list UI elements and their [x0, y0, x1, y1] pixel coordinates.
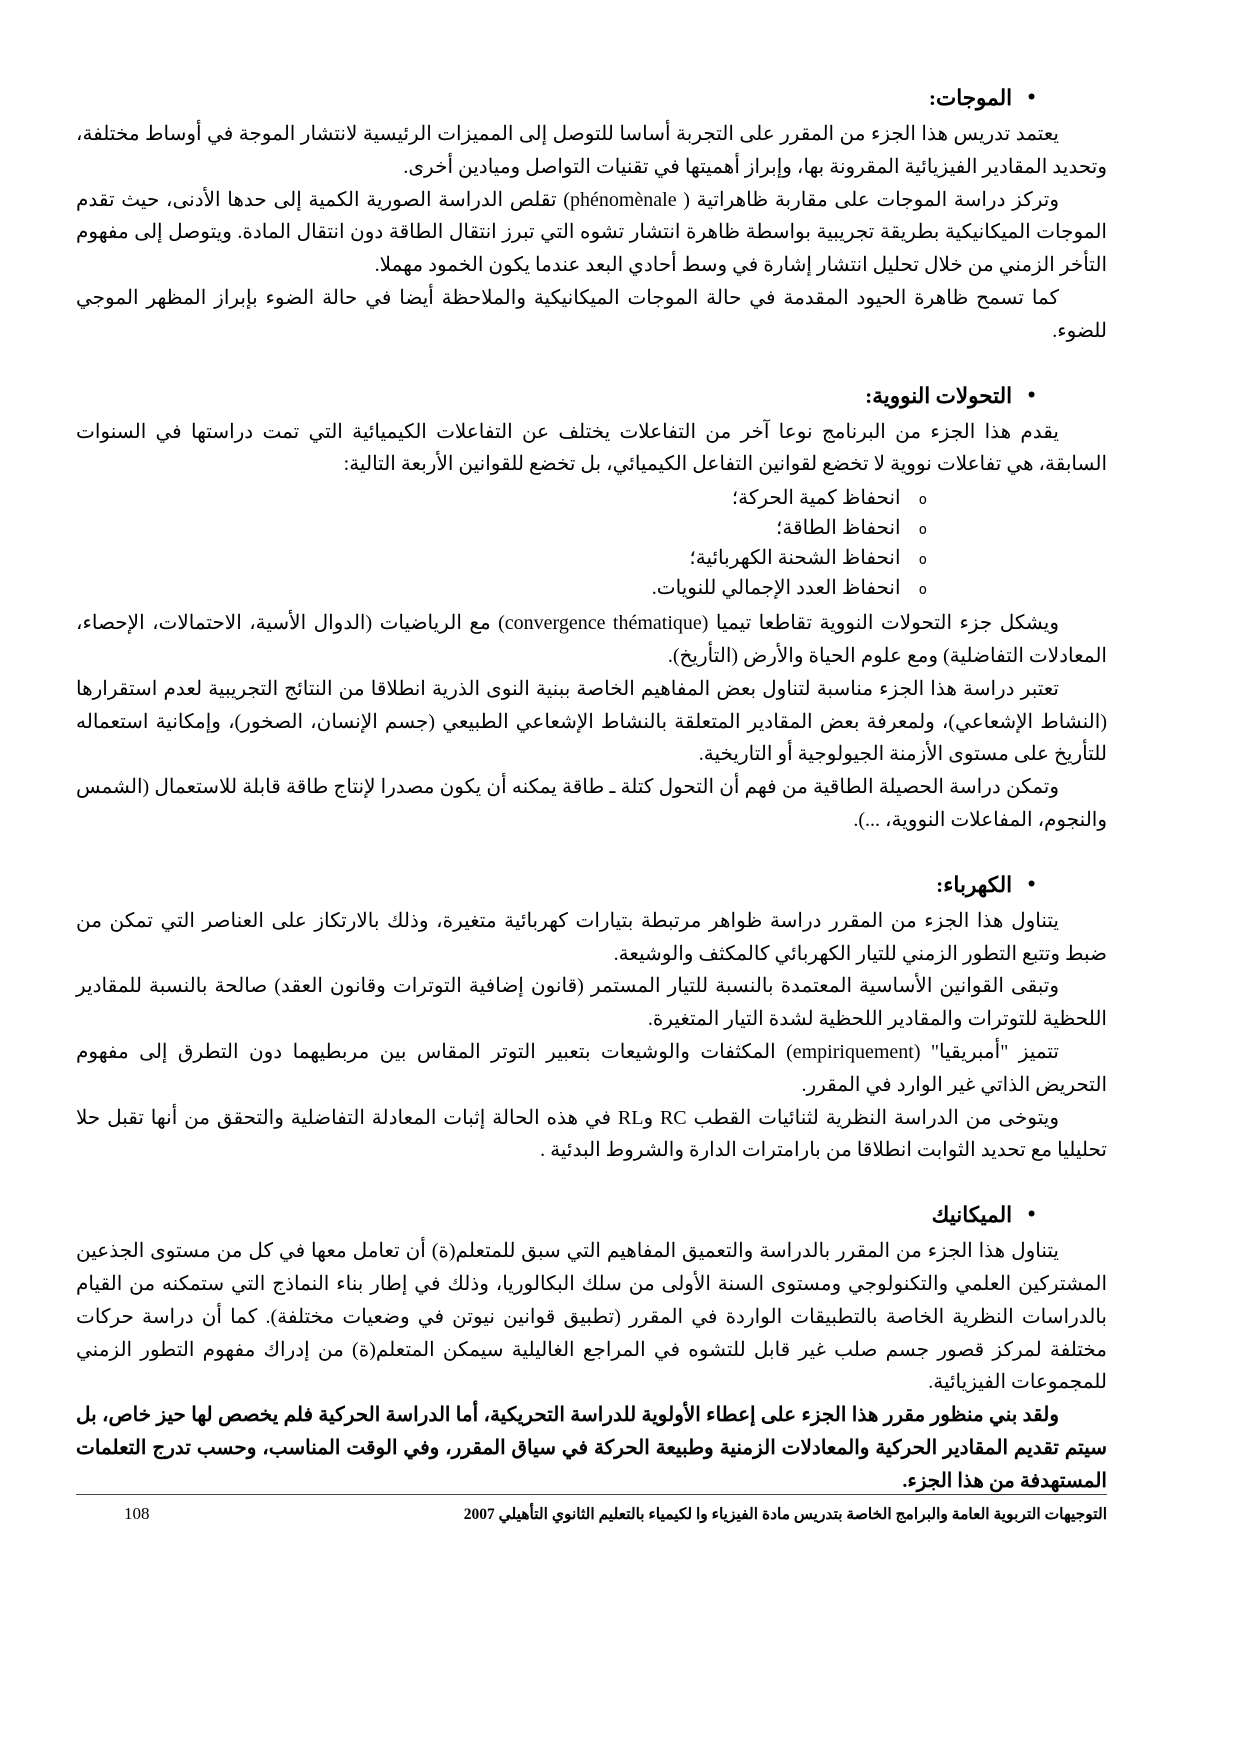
list-item	[76, 513, 927, 543]
paragraph: يقدم هذا الجزء من البرنامج نوعا آخر من التفاعلات يختلف عن التفاعلات الكيميائية التي تمت دراستها في السنوات السابقة، هي تفاعلات نووية لا تخضع لقوانين التفاعل الكيميائي، بل تخضع للقوانين الأربعة التالية:	[76, 420, 1107, 476]
list-marker-icon: o	[918, 552, 927, 569]
list-item-text: انحفاظ العدد الإجمالي للنويات.	[651, 577, 901, 600]
page-number: 108	[124, 1504, 150, 1523]
conservation-laws-list	[76, 483, 1107, 603]
paragraph: يعتمد تدريس هذا الجزء من المقرر على التجربة أساسا للتوصل إلى المميزات الرئيسية لانتشار الموجة في أوساط مختلفة، وتحديد المقادير الفيزيائية المقرونة بها، وإبراز أهميتها في تقنيات التواصل وميادين أخرى.	[76, 123, 1107, 178]
paragraph: وتبقى القوانين الأساسية المعتمدة بالنسبة للتيار المستمر (قانون إضافية التوترات وقانون العقد) صالحة بالنسبة للمقادير اللحظية للتوترات والمقادير اللحظية لشدة التيار المتغيرة.	[76, 975, 1107, 1031]
paragraph: تتميز "أمبريقيا" (empiriquement) المكثفات والوشيعات بتعبير التوتر المقاس بين مربطيهما دون التطرق إلى مفهوم التحريض الذاتي غير الوارد في المقرر.	[76, 1040, 1107, 1096]
section-nuclear-transformations	[76, 384, 1107, 837]
page-footer	[76, 1494, 1107, 1524]
list-item-text: انحفاظ الشحنة الكهربائية؛	[689, 547, 901, 570]
list-marker-icon: o	[918, 582, 927, 599]
section-electricity	[76, 873, 1107, 1167]
section-title-text: التحولات النووية:	[865, 383, 1013, 408]
list-marker-icon: o	[918, 522, 927, 539]
section-mechanics-heading	[76, 1203, 1107, 1228]
list-item	[76, 483, 927, 513]
list-item	[76, 573, 927, 603]
paragraph: يتناول هذا الجزء من المقرر بالدراسة والتعميق المفاهيم التي سبق للمتعلم(ة) أن تعامل معها في كل من مستوى الجذعين المشتركين العلمي والتكنولوجي ومستوى السنة الأولى من سلك البكالوريا، وذلك في إطار بناء النماذج التي ستمكنه من القيام بالدراسات النظرية الخاصة بالتطبيقات الواردة في المقرر (تطبيق قوانين نيوتن في وضعيات مختلفة). كما أن دراسة حركات مختلفة لمركز قصور جسم صلب غير قابل للتشوه في المراجع الغاليلية سيمكن المتعلم(ة) من إدراك مفهوم التطور الزمني للمجموعات الفيزيائية.	[76, 1240, 1108, 1394]
section-waves	[76, 86, 1107, 348]
paragraph: يتناول هذا الجزء من المقرر دراسة ظواهر مرتبطة بتيارات كهربائية متغيرة، وذلك بالارتكاز على العناصر التي تمكن من ضبط وتتبع التطور الزمني للتيار الكهربائي كالمكثف والوشيعة.	[76, 909, 1107, 965]
bullet-icon: •	[1026, 1205, 1037, 1226]
list-item	[76, 543, 927, 573]
bullet-icon: •	[1026, 874, 1037, 895]
section-title-text: الموجات:	[928, 86, 1013, 110]
paragraph: ولقد بني منظور مقرر هذا الجزء على إعطاء الأولوية للدراسة التحريكية، أما الدراسة الحركية فلم يخصص لها حيز خاص، بل سيتم تقديم المقادير الحركية والمعادلات الزمنية وطبيعة الحركة في سياق المقرر، وفي الوقت المناسب، وحسب تدرج التعلمات المستهدفة من هذا الجزء.	[76, 1404, 1107, 1492]
paragraph: وتركز دراسة الموجات على مقاربة ظاهراتية ( phénomènale) تقلص الدراسة الصورية الكمية إلى حدها الأدنى، حيث تقدم الموجات الميكانيكية بطريقة تجريبية بواسطة ظاهرة انتشار تشوه التي تبرز انتقال الطاقة دون انتقال المادة. ويتوصل إلى مفهوم التأخر الزمني من خلال تحليل انتشار إشارة في وسط أحادي البعد عندما يكون الخمود مهملا.	[76, 188, 1107, 277]
document-content	[76, 86, 1107, 1534]
section-waves-heading	[76, 86, 1107, 111]
paragraph: ويتوخى من الدراسة النظرية لثنائيات القطب RC وRL في هذه الحالة إثبات المعادلة التفاضلية والتحقق من أنها تقبل حلا تحليليا مع تحديد الثوابت انطلاقا من بارامترات الدارة والشروط البدئية .	[76, 1106, 1107, 1162]
section-nuclear-heading	[76, 384, 1107, 409]
footer-title: التوجيهات التربوية العامة والبرامج الخاصة بتدريس مادة الفيزياء وا لكيمياء بالتعليم الثانوي التأهيلي 2007	[463, 1506, 1107, 1523]
section-title-text: الكهرباء:	[936, 872, 1013, 897]
paragraph: تعتبر دراسة هذا الجزء مناسبة لتناول بعض المفاهيم الخاصة ببنية النوى الذرية انطلاقا من النتائج التجريبية لعدم استقرارها (النشاط الإشعاعي)، ولمعرفة بعض المقادير المتعلقة بالنشاط الإشعاعي الطبيعي (جسم الإنسان، الصخور)، وإمكانية استعماله للتأريخ على مستوى الأزمنة الجيولوجية أو التاريخية.	[76, 677, 1107, 766]
list-item-text: انحفاظ كمية الحركة؛	[731, 487, 901, 510]
bullet-icon: •	[1026, 88, 1037, 108]
section-electricity-heading	[76, 873, 1107, 898]
paragraph: كما تسمح ظاهرة الحيود المقدمة في حالة الموجات الميكانيكية والملاحظة أيضا في حالة الضوء بإبراز المظهر الموجي للضوء.	[76, 286, 1107, 342]
paragraph: ويشكل جزء التحولات النووية تقاطعا تيميا (convergence thématique) مع الرياضيات (الدوال الأسية، الاحتمالات، الإحصاء، المعادلات التفاضلية) ومع علوم الحياة والأرض (التأريخ).	[76, 612, 1107, 667]
bullet-icon: •	[1026, 385, 1037, 406]
section-title-text: الميكانيك	[931, 1203, 1013, 1228]
paragraph: وتمكن دراسة الحصيلة الطاقية من فهم أن التحول كتلة ـ طاقة يمكنه أن يكون مصدرا لإنتاج طاقة قابلة للاستعمال (الشمس والنجوم، المفاعلات النووية، ...).	[76, 776, 1107, 831]
section-mechanics	[76, 1203, 1107, 1497]
list-marker-icon: o	[918, 492, 927, 509]
list-item-text: انحفاظ الطاقة؛	[776, 517, 901, 540]
